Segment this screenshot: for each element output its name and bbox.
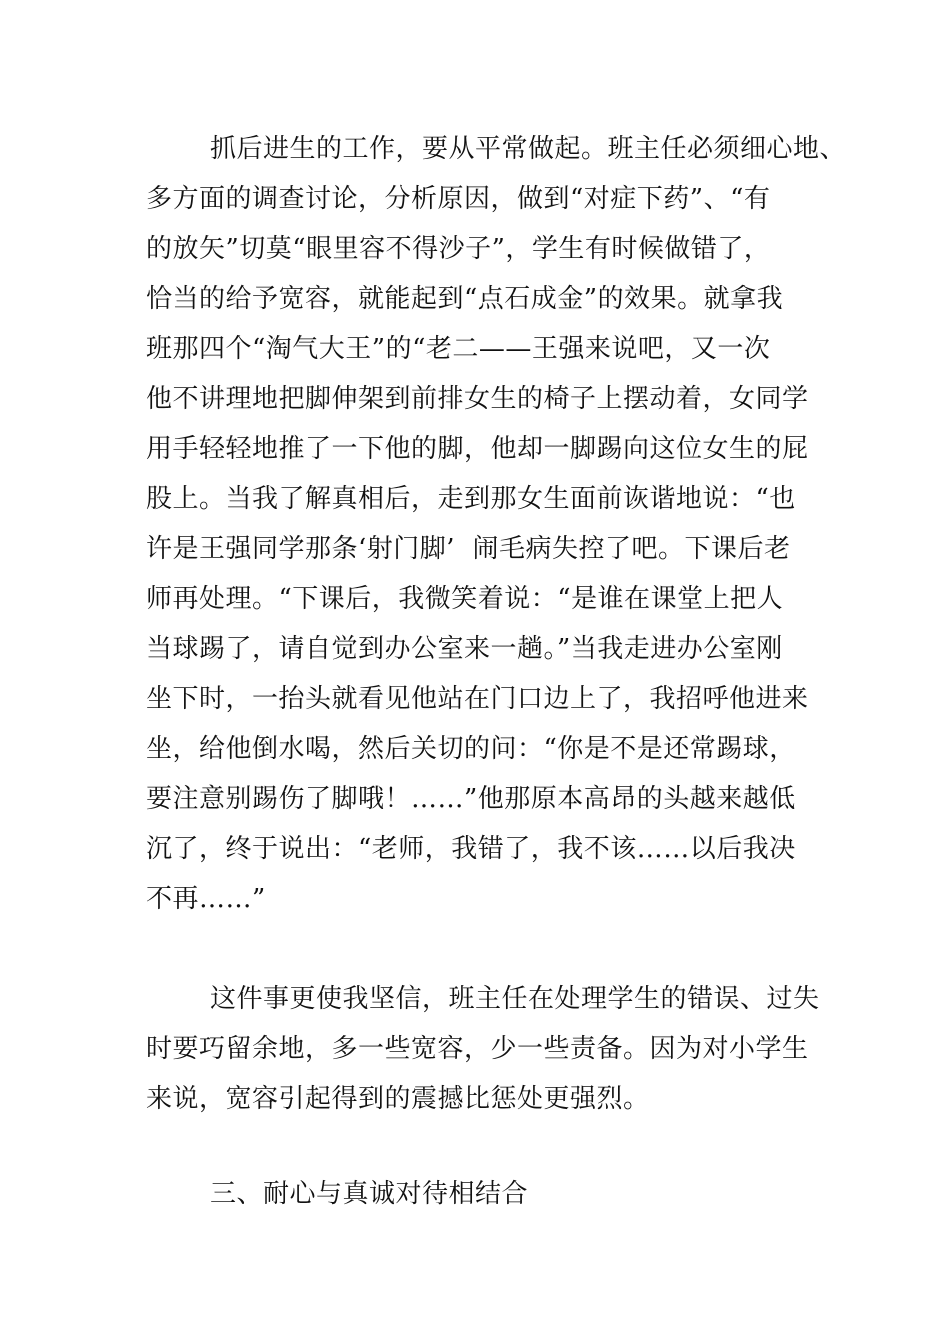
paragraph-line: 来说，宽容引起得到的震撼比惩处更强烈。 <box>146 1084 650 1114</box>
paragraph-line: 恰当的给予宽容，就能起到“点石成金”的效果。就拿我 <box>146 284 784 314</box>
section-heading <box>146 1169 846 1219</box>
paragraph-line: 这件事更使我坚信，班主任在处理学生的错误、过失 <box>210 984 820 1014</box>
paragraph-line: 股上。当我了解真相后，走到那女生面前诙谐地说：“也 <box>146 484 796 514</box>
paragraph-line: 抓后进生的工作，要从平常做起。班主任必须细心地、 <box>210 134 847 164</box>
paragraph-2 <box>146 974 846 1124</box>
paragraph-line: 师再处理。“下课后，我微笑着说：“是谁在课堂上把人 <box>146 584 784 614</box>
paragraph-line: 沉了，终于说出：“老师，我错了，我不该……以后我决 <box>146 834 796 864</box>
paragraph-line: 不再……” <box>146 884 266 914</box>
paragraph-line: 坐，给他倒水喝，然后关切的问：“你是不是还常踢球， <box>146 734 796 764</box>
paragraph-line: 的放矢”切莫“眼里容不得沙子”，学生有时候做错了， <box>146 234 771 264</box>
paragraph-line: 要注意别踢伤了脚哦！……”他那原本高昂的头越来越低 <box>146 784 796 814</box>
paragraph-line: 时要巧留余地，多一些宽容，少一些责备。因为对小学生 <box>146 1034 809 1064</box>
paragraph-1 <box>146 124 846 924</box>
paragraph-line: 坐下时，一抬头就看见他站在门口边上了，我招呼他进来 <box>146 684 809 714</box>
paragraph-line: 当球踢了，请自觉到办公室来一趟。”当我走进办公室刚 <box>146 634 783 664</box>
paragraph-line: 用手轻轻地推了一下他的脚，他却一脚踢向这位女生的屁 <box>146 434 809 464</box>
paragraph-line: 许是王强同学那条‘射门脚’ 闹毛病失控了吧。下课后老 <box>146 534 791 564</box>
paragraph-line: 班那四个“淘气大王”的“老二——王强来说吧，又一次 <box>146 334 771 364</box>
paragraph-line: 他不讲理地把脚伸架到前排女生的椅子上摆动着，女同学 <box>146 384 809 414</box>
section-heading-text: 三、耐心与真诚对待相结合 <box>210 1179 529 1209</box>
paragraph-line: 多方面的调查讨论，分析原因，做到“对症下药”、“有 <box>146 184 771 214</box>
